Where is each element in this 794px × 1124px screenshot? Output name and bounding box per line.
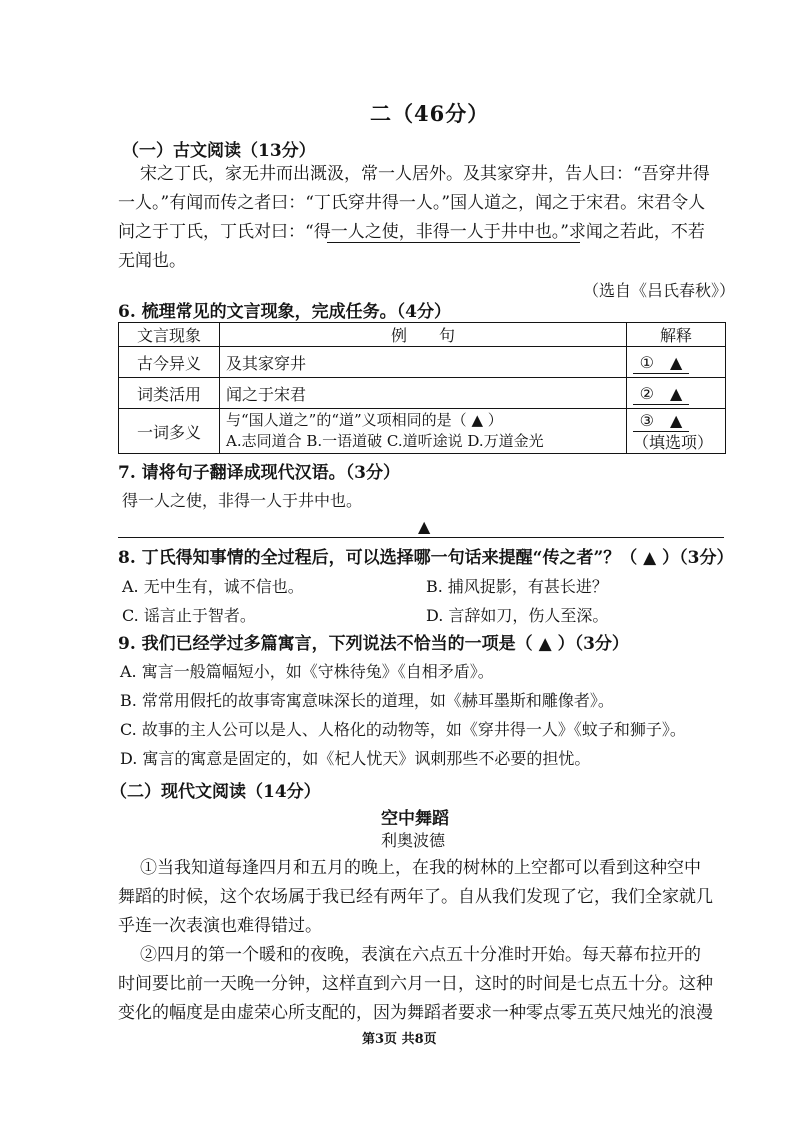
q9-option-a[interactable]: A. 寓言一般篇幅短小，如《守株待兔》《自相矛盾》。 xyxy=(120,662,494,681)
answer-blank[interactable]: ③ ▲ （填选项） xyxy=(627,409,726,454)
page-footer: 第3页 共8页 xyxy=(362,1032,437,1047)
paragraph-line: 时间要比前一天晚一分钟，这样直到六月一日，这时的时间是七点五十分。这种 xyxy=(118,974,713,994)
answer-blank[interactable]: ② ▲ xyxy=(627,378,726,409)
q7-prompt: 7. 请将句子翻译成现代汉语。（3分） xyxy=(118,463,400,483)
part2-heading: （二）现代文阅读（14分） xyxy=(110,782,321,802)
header-phenomenon: 文言现象 xyxy=(119,323,220,347)
q9-option-b[interactable]: B. 常常用假托的故事寄寓意味深长的道理，如《赫耳墨斯和雕像者》。 xyxy=(120,691,614,710)
answer-hint: （填选项） xyxy=(633,432,714,452)
phenomenon-cell: 一词多义 xyxy=(119,409,220,454)
header-explanation: 解释 xyxy=(627,323,726,347)
header-example: 例 句 xyxy=(220,323,627,347)
q9-prompt: 9. 我们已经学过多篇寓言，下列说法不恰当的一项是（ ▲ ）（3分） xyxy=(118,634,629,654)
paragraph-line: 变化的幅度是由虚荣心所支配的，因为舞蹈者要求一种零点零五英尺烛光的浪漫 xyxy=(118,1003,713,1023)
passage-line: 一人。”有闻而传之者曰：“丁氏穿井得一人。”国人道之，闻之于宋君。宋君令人 xyxy=(118,193,706,213)
q7-answer-line[interactable] xyxy=(118,537,724,538)
paragraph-line: 乎连一次表演也难得错过。 xyxy=(118,916,322,936)
q8-option-d[interactable]: D. 言辞如刀，伤人至深。 xyxy=(426,606,609,625)
example-options: A.志同道合 B.一语道破 C.道听途说 D.万道金光 xyxy=(226,432,544,450)
part1-heading: （一）古文阅读（13分） xyxy=(122,141,316,161)
example-cell: 及其家穿井 xyxy=(220,347,627,378)
phenomenon-cell: 古今异义 xyxy=(119,347,220,378)
section-title: 二（46分） xyxy=(370,101,490,126)
passage-line: 宋之丁氏，家无井而出溉汲，常一人居外。及其家穿井，告人曰：“吾穿井得 xyxy=(140,164,710,184)
phenomenon-cell: 词类活用 xyxy=(119,378,220,409)
example-cell xyxy=(220,409,627,454)
q9-option-d[interactable]: D. 寓言的寓意是固定的，如《杞人忧天》讽刺那些不必要的担忧。 xyxy=(120,749,591,768)
passage-source: （选自《吕氏春秋》） xyxy=(583,281,736,300)
passage-underline xyxy=(327,241,580,243)
passage-line: 问之于丁氏，丁氏对曰：“得一人之使，非得一人于井中也。”求闻之若此，不若 xyxy=(118,222,705,242)
table-header-row xyxy=(119,323,726,347)
paragraph-line: ②四月的第一个暖和的夜晚，表演在六点五十分准时开始。每天幕布拉开的 xyxy=(140,945,701,965)
q8-option-a[interactable]: A. 无中生有，诚不信也。 xyxy=(122,577,304,596)
q8-prompt: 8. 丁氏得知事情的全过程后，可以选择哪一句话来提醒“传之者”？（ ▲ ）（3分） xyxy=(118,548,734,568)
example-question: 与“国人道之”的“道”义项相同的是（ ▲ ） xyxy=(226,411,503,429)
table-row xyxy=(119,347,726,378)
classical-phenomena-table xyxy=(118,322,726,454)
answer-placeholder-triangle: ▲ xyxy=(418,517,431,536)
table-row xyxy=(119,409,726,454)
paragraph-line: ①当我知道每逢四月和五月的晚上，在我的树林的上空都可以看到这种空中 xyxy=(140,858,701,878)
q9-option-c[interactable]: C. 故事的主人公可以是人、人格化的动物等，如《穿井得一人》《蚊子和狮子》。 xyxy=(120,720,686,739)
article-author: 利奥波德 xyxy=(381,831,446,850)
example-cell: 闻之于宋君 xyxy=(220,378,627,409)
q8-option-b[interactable]: B. 捕风捉影，有甚长进？ xyxy=(426,577,608,596)
answer-blank[interactable]: ① ▲ xyxy=(627,347,726,378)
table-row xyxy=(119,378,726,409)
q8-option-c[interactable]: C. 谣言止于智者。 xyxy=(122,606,256,625)
q6-prompt: 6. 梳理常见的文言现象，完成任务。（4分） xyxy=(118,302,451,322)
article-title: 空中舞蹈 xyxy=(381,809,449,829)
paragraph-line: 舞蹈的时候，这个农场属于我已经有两年了。自从我们发现了它，我们全家就几 xyxy=(118,887,713,907)
q7-sentence: 得一人之使，非得一人于井中也。 xyxy=(122,491,363,510)
passage-line: 无闻也。 xyxy=(118,251,186,271)
